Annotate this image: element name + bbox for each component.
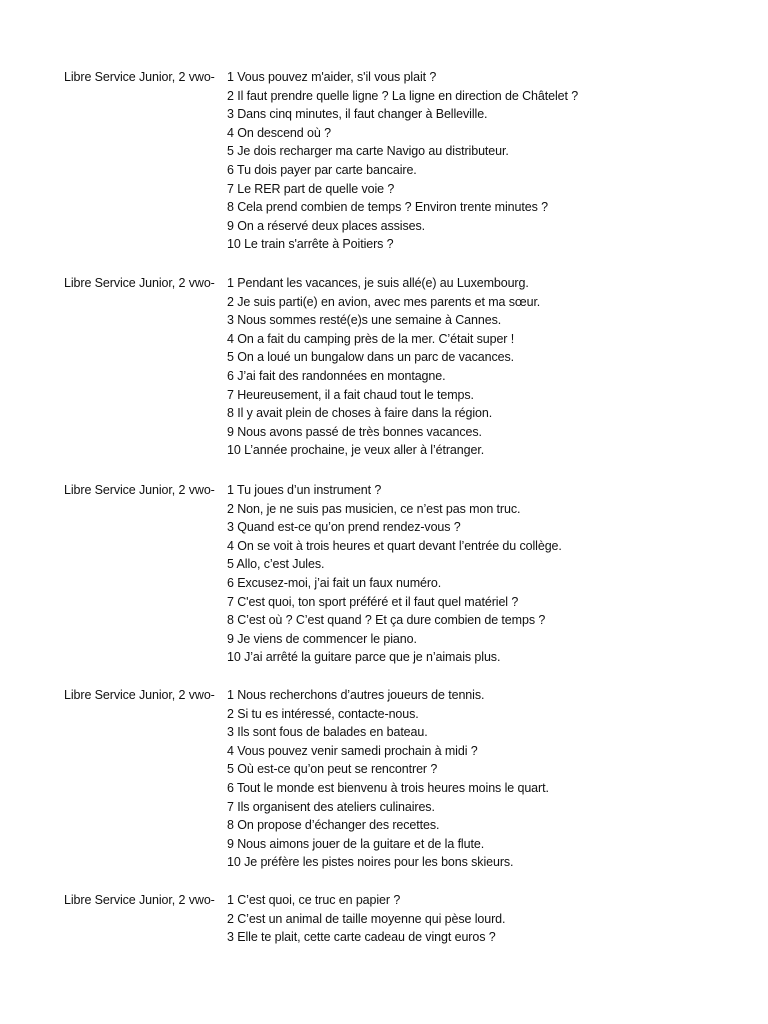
sentence-line: 8 C’est où ? C’est quand ? Et ça dure combien de temps ? [227, 613, 546, 628]
sentence-line: 3 Dans cinq minutes, il faut changer à Belleville. [227, 107, 488, 122]
sentence-line: 10 Le train s'arrête à Poitiers ? [227, 237, 394, 252]
sentence-line: 2 Je suis parti(e) en avion, avec mes parents et ma sœur. [227, 294, 541, 309]
sentence-list [227, 68, 578, 254]
sentence-line: 1 Vous pouvez m'aider, s'il vous plait ? [227, 70, 437, 84]
sentence-line: 9 Nous avons passé de très bonnes vacances. [227, 424, 482, 439]
sentence-line: 10 J’ai arrêté la guitare parce que je n’aimais plus. [227, 650, 501, 665]
block-label: Libre Service Junior, 2 vwo- [64, 688, 215, 702]
sentence-line: 1 Pendant les vacances, je suis allé(e) au Luxembourg. [227, 276, 529, 290]
sentence-list [227, 686, 549, 872]
sentence-list [227, 481, 562, 667]
sentence-line: 9 Je viens de commencer le piano. [227, 631, 417, 646]
block-label: Libre Service Junior, 2 vwo- [64, 70, 215, 84]
sentence-line: 4 On a fait du camping près de la mer. C’était super ! [227, 331, 515, 346]
sentence-line: 7 Ils organisent des ateliers culinaires. [227, 799, 435, 814]
sentence-line: 2 C’est un animal de taille moyenne qui pèse lourd. [227, 911, 506, 926]
sentence-line: 4 On se voit à trois heures et quart devant l’entrée du collège. [227, 538, 562, 553]
block-label: Libre Service Junior, 2 vwo- [64, 483, 215, 497]
sentence-line: 5 Je dois recharger ma carte Navigo au distributeur. [227, 144, 509, 159]
sentence-line: 3 Elle te plait, cette carte cadeau de vingt euros ? [227, 930, 496, 945]
sentence-line: 6 J’ai fait des randonnées en montagne. [227, 368, 446, 383]
sentence-line: 4 Vous pouvez venir samedi prochain à midi ? [227, 743, 478, 758]
sentence-list [227, 891, 505, 947]
sentence-line: 2 Il faut prendre quelle ligne ? La ligne en direction de Châtelet ? [227, 88, 579, 103]
sentence-line: 3 Quand est-ce qu’on prend rendez-vous ? [227, 520, 461, 535]
sentence-line: 4 On descend où ? [227, 125, 331, 140]
sentence-line: 6 Tout le monde est bienvenu à trois heures moins le quart. [227, 780, 549, 795]
sentence-line: 6 Tu dois payer par carte bancaire. [227, 162, 417, 177]
sentence-line: 3 Nous sommes resté(e)s une semaine à Cannes. [227, 313, 502, 328]
sentence-line: 3 Ils sont fous de balades en bateau. [227, 725, 428, 740]
sentence-line: 7 C'est quoi, ton sport préféré et il faut quel matériel ? [227, 594, 519, 609]
block-label: Libre Service Junior, 2 vwo- [64, 893, 215, 907]
sentence-line: 2 Non, je ne suis pas musicien, ce n’est pas mon truc. [227, 501, 521, 516]
sentence-line: 1 C’est quoi, ce truc en papier ? [227, 893, 401, 907]
sentence-line: 6 Excusez-moi, j’ai fait un faux numéro. [227, 575, 442, 590]
sentence-line: 5 On a loué un bungalow dans un parc de vacances. [227, 350, 514, 365]
sentence-line: 2 Si tu es intéressé, contacte-nous. [227, 706, 419, 721]
sentence-line: 10 L’année prochaine, je veux aller à l’étranger. [227, 443, 485, 458]
sentence-line: 1 Nous recherchons d’autres joueurs de tennis. [227, 688, 485, 702]
sentence-line: 9 Nous aimons jouer de la guitare et de la flute. [227, 836, 485, 851]
sentence-line: 8 On propose d’échanger des recettes. [227, 818, 440, 833]
sentence-line: 7 Le RER part de quelle voie ? [227, 181, 395, 196]
sentence-line: 5 Allo, c’est Jules. [227, 557, 325, 572]
sentence-line: 9 On a réservé deux places assises. [227, 218, 425, 233]
sentence-line: 10 Je préfère les pistes noires pour les bons skieurs. [227, 855, 514, 870]
sentence-list [227, 274, 540, 460]
sentence-line: 5 Où est-ce qu’on peut se rencontrer ? [227, 762, 438, 777]
block-label: Libre Service Junior, 2 vwo- [64, 276, 215, 290]
sentence-line: 7 Heureusement, il a fait chaud tout le temps. [227, 387, 474, 402]
sentence-line: 1 Tu joues d’un instrument ? [227, 483, 382, 497]
sentence-line: 8 Il y avait plein de choses à faire dans la région. [227, 406, 493, 421]
sentence-line: 8 Cela prend combien de temps ? Environ trente minutes ? [227, 200, 548, 215]
